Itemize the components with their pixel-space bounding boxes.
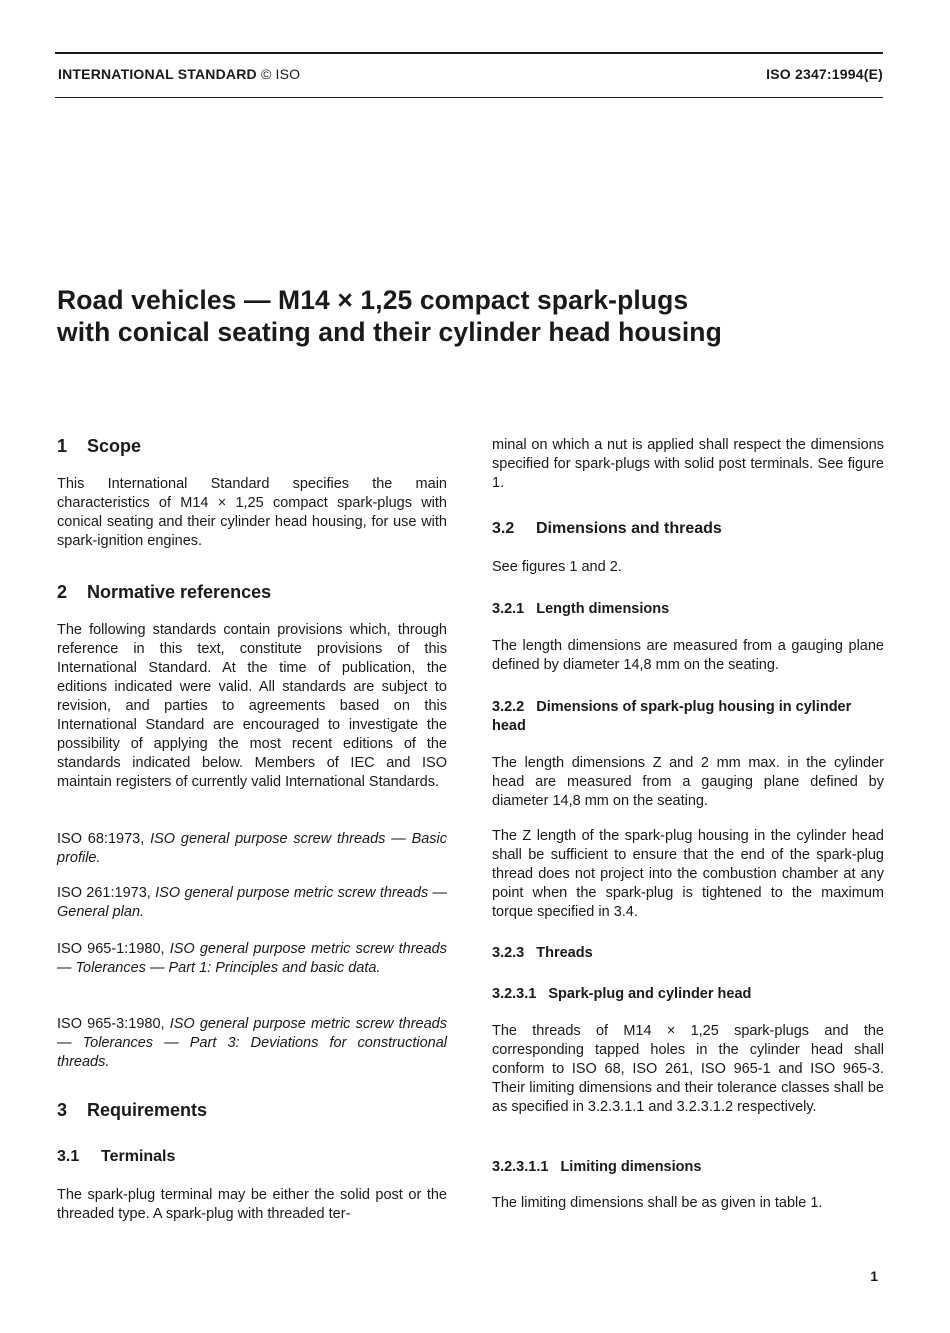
reference-iso-261 [57, 884, 447, 922]
section-3-2-3-1-1-heading [492, 1158, 884, 1177]
section-title: Spark-plug and cylinder head [548, 986, 752, 1002]
reference-title: ISO general purpose screw threads — Basic profile. [57, 831, 448, 866]
section-number: 1 [57, 436, 68, 456]
scope-paragraph: This International Standard specifies the main characteristics of M14 × 1,25 compact spark-plugs with conical seating and their cylinder head housing, for use with spark-ignition engines. [57, 476, 447, 549]
section-title: Normative references [87, 582, 272, 602]
housing-paragraph-1: The length dimensions Z and 2 mm max. in the cylinder head are measured from a gauging plane defined by diameter 14,8 mm on the seating. [492, 755, 884, 809]
section-title: Dimensions of spark-plug housing in cylinder head [492, 699, 852, 734]
section-title: Dimensions and threads [536, 520, 722, 537]
normative-references-paragraph: The following standards contain provisions which, through reference in this text, constitute provisions of this International Standard. At the time of publication, the editions indicated were valid. All standards are subject to revision, and parties to agreements based on this International Standard are encouraged to investigate the possibility of applying the most recent editions of the standards indicated below. Members of IEC and ISO maintain registers of currently valid International Standards. [57, 622, 447, 790]
section-3-2-heading [492, 520, 722, 538]
reference-iso-965-3 [57, 1015, 447, 1072]
section-number: 2 [57, 582, 68, 602]
header-bottom-rule [55, 97, 883, 98]
terminals-paragraph-continued: minal on which a nut is applied shall respect the dimensions specified for spark-plugs with solid post terminals. See figure 1. [492, 437, 884, 491]
section-number: 3.2 [492, 520, 515, 537]
section-number: 3.2.2 [492, 699, 525, 715]
header-top-rule [55, 52, 883, 54]
section-3-2-2-heading [492, 698, 852, 736]
section-title: Threads [536, 945, 593, 961]
reference-code: ISO 68:1973, [57, 831, 145, 847]
reference-title: ISO general purpose metric screw threads — General plan. [57, 885, 448, 920]
limiting-dimensions-paragraph: The limiting dimensions shall be as given in table 1. [492, 1195, 823, 1211]
title-line-2: with conical seating and their cylinder head housing [57, 317, 722, 347]
section-number: 3.2.3 [492, 945, 525, 961]
section-title: Limiting dimensions [560, 1159, 702, 1175]
section-3-heading [57, 1100, 207, 1121]
reference-title: ISO general purpose metric screw threads — Tolerances — Part 1: Principles and basic data. [57, 941, 447, 976]
section-number: 3.2.1 [492, 601, 525, 617]
reference-code: ISO 965-1:1980, [57, 941, 165, 957]
header-copyright: © ISO [260, 66, 301, 82]
reference-title: ISO general purpose metric screw threads — Tolerances — Part 3: Deviations for constructional threads. [57, 1016, 447, 1070]
title-line-1: Road vehicles — M14 × 1,25 compact spark-plugs [57, 285, 689, 315]
section-number: 3.1 [57, 1148, 80, 1165]
section-3-2-3-heading [492, 944, 884, 963]
section-1-heading [57, 436, 141, 457]
document-title [57, 284, 877, 348]
section-3-2-3-1-heading [492, 985, 884, 1004]
terminals-paragraph: The spark-plug terminal may be either the solid post or the threaded type. A spark-plug with threaded ter- [57, 1187, 447, 1222]
reference-iso-965-1 [57, 940, 447, 978]
housing-paragraph-2: The Z length of the spark-plug housing in the cylinder head shall be sufficient to ensure that the end of the spark-plug thread does not project into the combustion chamber at any point when the spark-plug is tightened to the maximum torque specified in 3.4. [492, 828, 884, 920]
page-number: 1 [870, 1268, 878, 1284]
dimensions-paragraph: See figures 1 and 2. [492, 559, 622, 575]
reference-code: ISO 965-3:1980, [57, 1016, 165, 1032]
section-title: Length dimensions [536, 601, 670, 617]
header-left [58, 66, 300, 82]
threads-paragraph: The threads of M14 × 1,25 spark-plugs and the corresponding tapped holes in the cylinder head shall conform to ISO 68, ISO 261, ISO 965-1 and ISO 965-3. Their limiting dimensions and their tolerance classes shall be as specified in 3.2.3.1.1 and 3.2.3.1.2 respectively. [492, 1023, 884, 1115]
section-number: 3.2.3.1 [492, 986, 537, 1002]
section-number: 3 [57, 1100, 68, 1120]
header-standard-label: INTERNATIONAL STANDARD [58, 66, 257, 82]
section-title: Terminals [101, 1148, 176, 1165]
section-number: 3.2.3.1.1 [492, 1159, 549, 1175]
length-dimensions-paragraph: The length dimensions are measured from a gauging plane defined by diameter 14,8 mm on the seating. [492, 638, 884, 673]
section-title: Requirements [87, 1100, 208, 1120]
section-title: Scope [87, 436, 142, 456]
header-document-number: ISO 2347:1994(E) [766, 66, 883, 82]
reference-iso-68 [57, 830, 447, 868]
section-3-1-heading [57, 1148, 175, 1166]
section-2-heading [57, 582, 271, 603]
reference-code: ISO 261:1973, [57, 885, 151, 901]
section-3-2-1-heading [492, 600, 884, 619]
